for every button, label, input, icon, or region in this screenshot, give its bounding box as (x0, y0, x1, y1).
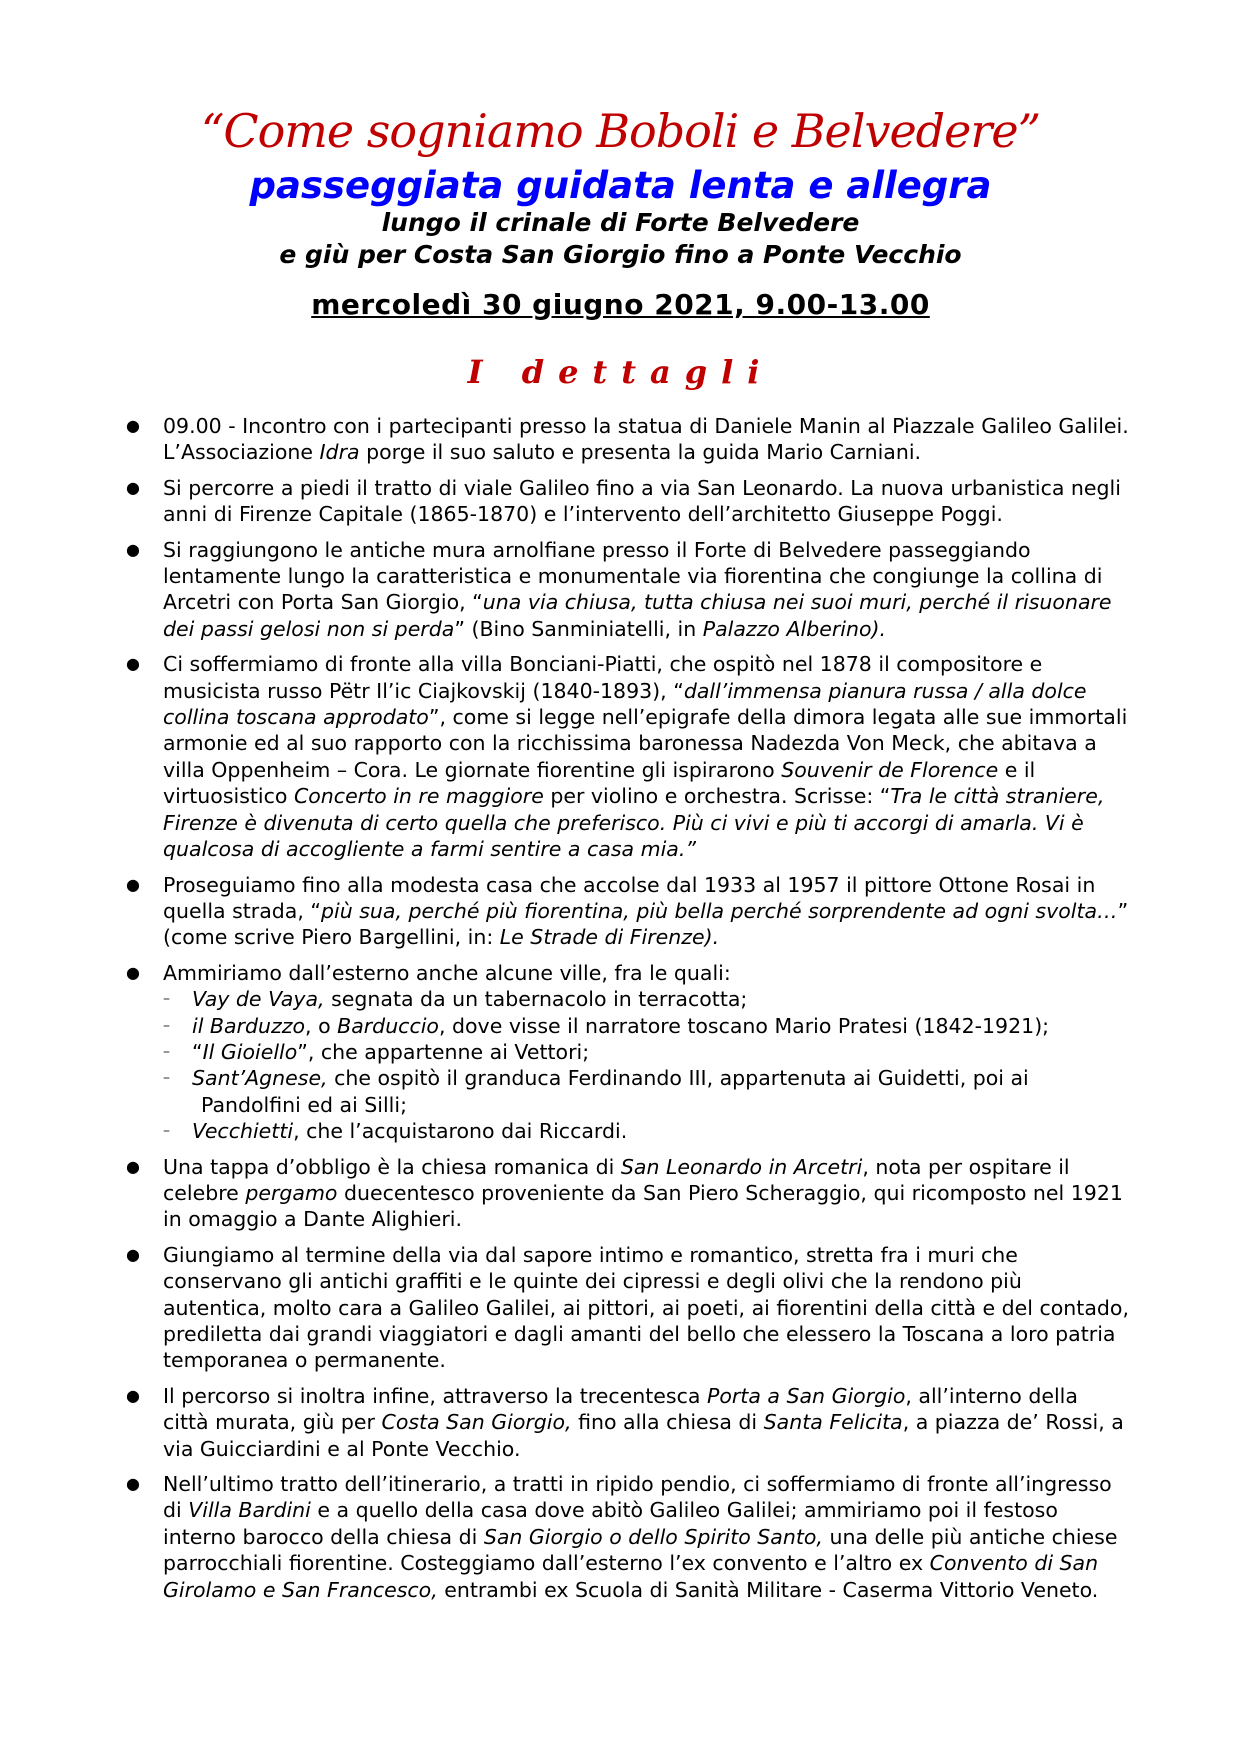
dash-icon: – (163, 1123, 170, 1140)
page-title: “Come sogniamo Boboli e Belvedere” (200, 104, 1041, 158)
villa-item: – Vecchietti, che l’acquistarono dai Riccardi. (163, 1119, 628, 1144)
dash-icon: – (163, 1043, 170, 1060)
section-title: I dettagli (467, 353, 774, 391)
bullet-dot-icon: ● (126, 1244, 140, 1264)
details-list (120, 413, 1130, 1612)
event-date: mercoledì 30 giugno 2021, 9.00-13.00 (311, 288, 930, 321)
bullet-dot-icon: ● (126, 1474, 140, 1494)
list-item: ● Ci soffermiamo di fronte alla villa Bonciani-Piatti, che ospitò nel 1878 il compositore e musicista russo Pëtr Il’ic Ciajkovskij (1840-1893), “dall’immensa pianura russa / alla dolce collina toscana approdato”, come si legge nell’epigrafe della dimora legata alle sue immortali armonie ed al suo rapporto con la ricchissima baronessa Nadezda Von Meck, che abitava a villa Oppenheim – Cora. Le giornate fiorentine gli ispirarono Souvenir de Florence e il virtuosistico Concerto in re maggiore per violino e orchestra. Scrisse: “Tra le città straniere, Firenze è divenuta di certo quella che preferisco. Più ci vivi e più ti accorgi di amarla. Vi è qualcosa di accogliente a farmi sentire a casa mia.” (126, 652, 1128, 862)
bullet-dot-icon: ● (126, 874, 140, 894)
dash-icon: – (163, 1070, 170, 1087)
list-item: ● Giungiamo al termine della via dal sapore intimo e romantico, stretta fra i muri che conservano gli antichi graffiti e le quinte dei cipressi e degli olivi che la rendono più autentica, molto cara a Galileo Galilei, ai pittori, ai poeti, ai fiorentini della città e del contado, prediletta dai grandi viaggiatori e dagli amanti del bello che elessero la Toscana a loro patria temporanea o permanente. (126, 1242, 1129, 1373)
villa-item: – Vay de Vaya, segnata da un tabernacolo in terracotta; (163, 987, 748, 1012)
villa-item: – “Il Gioiello”, che appartenne ai Vettori; (163, 1039, 590, 1064)
bullet-dot-icon: ● (126, 477, 140, 497)
bullet-dot-icon: ● (126, 416, 140, 435)
route-line-1: lungo il crinale di Forte Belvedere (381, 208, 860, 237)
page-subtitle: passeggiata guidata lenta e allegra (249, 164, 992, 207)
bullet-dot-icon: ● (126, 1385, 140, 1405)
list-item: ● Il percorso si inoltra infine, attraverso la trecentesca Porta a San Giorgio, all’interno della città murata, giù per Costa San Giorgio, fino alla chiesa di Santa Felicita, a piazza de’ Rossi, a via Guicciardini e al Ponte Vecchio. (126, 1383, 1124, 1461)
dash-icon: – (163, 991, 170, 1008)
list-item: ● Si raggiungono le antiche mura arnolfiane presso il Forte di Belvedere passeggiando lentamente lungo la caratteristica e monumentale via fiorentina che congiunge la collina di Arcetri con Porta San Giorgio, “una via chiusa, tutta chiusa nei suoi muri, perché il risuonare dei passi gelosi non si perda” (Bino Sanminiatelli, in Palazzo Alberino). (126, 537, 1112, 641)
list-item: ● Proseguiamo fino alla modesta casa che accolse dal 1933 al 1957 il pittore Ottone Rosai in quella strada, “più sua, perché più fiorentina, più bella perché sorprendente ad ogni svolta…” (come scrive Piero Bargellini, in: Le Strade di Firenze). (126, 872, 1129, 950)
list-item: ● 09.00 - Incontro con i partecipanti presso la statua di Daniele Manin al Piazzale Galileo Galilei. L’Associazione Idra porge il suo saluto e presenta la guida Mario Carniani. (126, 414, 1129, 465)
bullet-dot-icon: ● (126, 539, 140, 559)
list-item: ● Ammiriamo dall’esterno anche alcune ville, fra le quali: – Vay de Vaya, segnata da un tabernacolo in terracotta; – il Barduzzo, o Barduccio, dove visse il narratore toscano Mario Pratesi (1842-1921); – “Il Gioiello”, che appartenne ai Vettori; – Sant’Agnese, che ospitò il granduca Ferdinando III, appartenuta ai Guidetti, poi ai Pandolfini ed ai Silli; – Vecchietti, che l’acquistarono dai Riccardi. (120, 960, 1130, 1145)
list-item: ● Una tappa d’obbligo è la chiesa romanica di San Leonardo in Arcetri, nota per ospitare il celebre pergamo duecentesco proveniente da San Piero Scheraggio, qui ricomposto nel 1921 in omaggio a Dante Alighieri. (126, 1154, 1123, 1232)
route-line-2: e giù per Costa San Giorgio fino a Ponte Vecchio (279, 240, 962, 269)
villa-item: – il Barduzzo, o Barduccio, dove visse il narratore toscano Mario Pratesi (1842-1921); (163, 1013, 1050, 1038)
villa-item: – Sant’Agnese, che ospitò il granduca Ferdinando III, appartenuta ai Guidetti, poi ai Pandolfini ed ai Silli; (163, 1066, 1029, 1117)
list-item: ● Nell’ultimo tratto dell’itinerario, a tratti in ripido pendio, ci soffermiamo di fronte all’ingresso di Villa Bardini e a quello della casa dove abitò Galileo Galilei; ammiriamo poi il festoso interno barocco della chiesa di San Giorgio o dello Spirito Santo, una delle più antiche chiese parrocchiali fiorentine. Costeggiamo dall’esterno l’ex convento e l’altro ex Convento di San Girolamo e San Francesco, entrambi ex Scuola di Sanità Militare - Caserma Vittorio Veneto. (126, 1472, 1118, 1602)
villa-list (163, 986, 1130, 1144)
bullet-dot-icon: ● (126, 654, 140, 674)
dash-icon: – (163, 1017, 170, 1034)
bullet-dot-icon: ● (126, 962, 140, 982)
bullet-dot-icon: ● (126, 1156, 140, 1176)
list-item: ● Si percorre a piedi il tratto di viale Galileo fino a via San Leonardo. La nuova urbanistica negli anni di Firenze Capitale (1865-1870) e l’intervento dell’architetto Giuseppe Poggi. (126, 475, 1121, 527)
